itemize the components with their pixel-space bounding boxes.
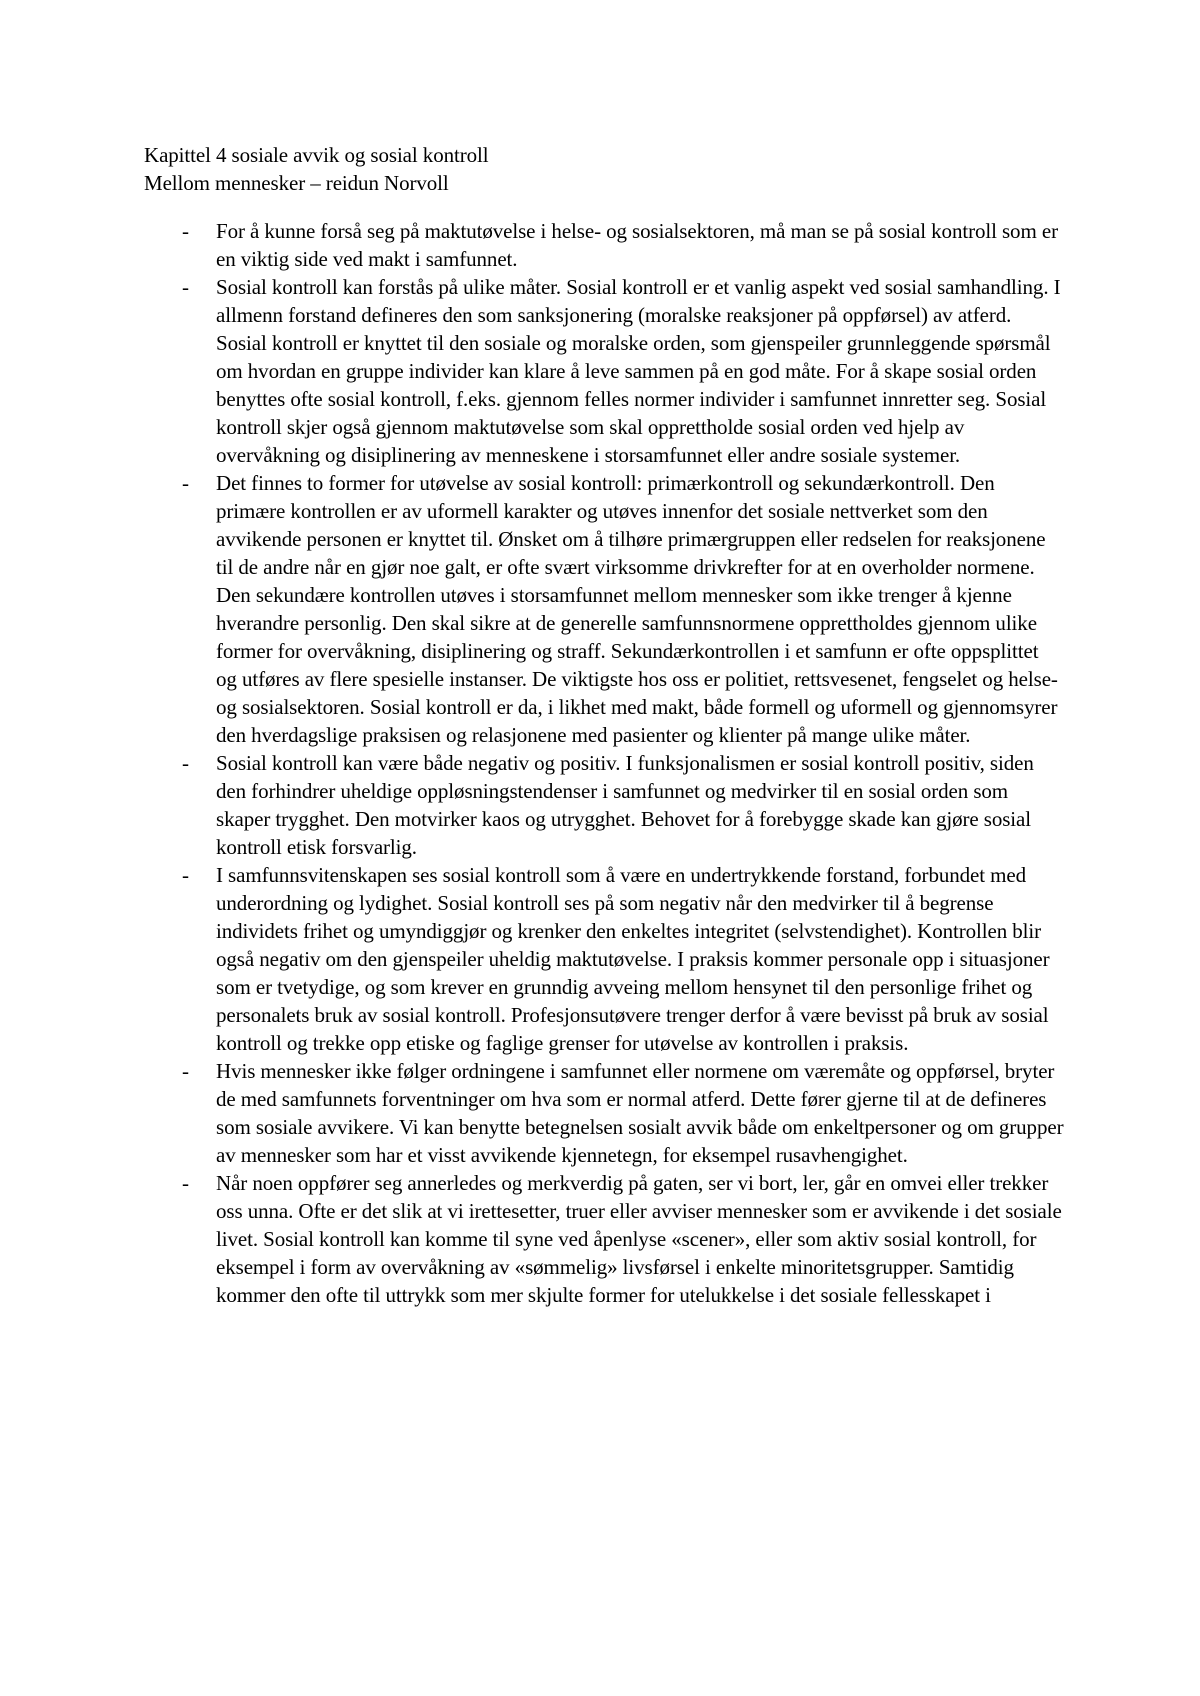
list-item-text: I samfunnsvitenskapen ses sosial kontroll som å være en undertrykkende forstand, forbundet med underordning og lydighet. Sosial kontroll ses på som negativ når den medvirker til å begrense individets frihet og umyndiggjør og krenker den enkeltes integritet (selvstendighet). Kontrollen blir også negativ om den gjenspeiler uheldig maktutøvelse. I praksis kommer personale opp i situasjoner som er tvetydige, og som krever en grunndig avveing mellom hensynet til den personlige frihet og personalets bruk av sosial kontroll. Profesjonsutøvere trenger derfor å være bevisst på bruk av sosial kontroll og trekke opp etiske og faglige grenser for utøvelse av kontrollen i praksis. <box>216 863 1050 1055</box>
list-item <box>144 861 1064 1057</box>
document-body <box>144 141 1064 1309</box>
list-item-text: Hvis mennesker ikke følger ordningene i samfunnet eller normene om væremåte og oppførsel, bryter de med samfunnets forventninger om hva som er normal atferd. Dette fører gjerne til at de defineres som sosiale avvikere. Vi kan benytte betegnelsen sosialt avvik både om enkeltpersoner og om grupper av mennesker som har et visst avvikende kjennetegn, for eksempel rusavhengighet. <box>216 1059 1064 1167</box>
document-title: Kapittel 4 sosiale avvik og sosial kontroll <box>144 143 489 167</box>
bullet-marker: - <box>182 275 189 299</box>
list-item <box>144 1169 1064 1309</box>
bullet-marker: - <box>182 751 189 775</box>
bullet-marker: - <box>182 1059 189 1083</box>
list-item-text: Sosial kontroll kan forstås på ulike måter. Sosial kontroll er et vanlig aspekt ved sosial samhandling. I allmenn forstand defineres den som sanksjonering (moralske reaksjoner på oppførsel) av atferd. Sosial kontroll er knyttet til den sosiale og moralske orden, som gjenspeiler grunnleggende spørsmål om hvordan en gruppe individer kan klare å leve sammen på en god måte. For å skape sosial orden benyttes ofte sosial kontroll, f.eks. gjennom felles normer individer i samfunnet innretter seg. Sosial kontroll skjer også gjennom maktutøvelse som skal opprettholde sosial orden ved hjelp av overvåkning og disiplinering av menneskene i storsamfunnet eller andre sosiale systemer. <box>216 275 1061 467</box>
list-item <box>144 749 1064 861</box>
list-item-text: Det finnes to former for utøvelse av sosial kontroll: primærkontroll og sekundærkontroll. Den primære kontrollen er av uformell karakter og utøves innenfor det sosiale nettverket som den avvikende personen er knyttet til. Ønsket om å tilhøre primærgruppen eller redselen for reaksjonene til de andre når en gjør noe galt, er ofte svært virksomme drivkrefter for at en overholder normene. Den sekundære kontrollen utøves i storsamfunnet mellom mennesker som ikke trenger å kjenne hverandre personlig. Den skal sikre at de generelle samfunnsnormene opprettholdes gjennom ulike former for overvåkning, disiplinering og straff. Sekundærkontrollen i et samfunn er ofte oppsplittet og utføres av flere spesielle instanser. De viktigste hos oss er politiet, rettsvesenet, fengselet og helse- og sosialsektoren. Sosial kontroll er da, i likhet med makt, både formell og uformell og gjennomsyrer den hverdagslige praksisen og relasjonene med pasienter og klienter på mange ulike måter. <box>216 471 1058 747</box>
bullet-marker: - <box>182 1171 189 1195</box>
bullet-marker: - <box>182 863 189 887</box>
list-item <box>144 273 1064 469</box>
list-item <box>144 469 1064 749</box>
list-item <box>144 217 1064 273</box>
list-item <box>144 1057 1064 1169</box>
bullet-marker: - <box>182 471 189 495</box>
bullet-marker: - <box>182 219 189 243</box>
list-item-text: For å kunne forså seg på maktutøvelse i helse- og sosialsektoren, må man se på sosial kontroll som er en viktig side ved makt i samfunnet. <box>216 219 1058 271</box>
list-item-text: Sosial kontroll kan være både negativ og positiv. I funksjonalismen er sosial kontroll positiv, siden den forhindrer uheldige oppløsningstendenser i samfunnet og medvirker til en sosial orden som skaper trygghet. Den motvirker kaos og utrygghet. Behovet for å forebygge skade kan gjøre sosial kontroll etisk forsvarlig. <box>216 751 1034 859</box>
bullet-list <box>144 217 1064 1309</box>
document-subtitle: Mellom mennesker – reidun Norvoll <box>144 171 449 195</box>
list-item-text: Når noen oppfører seg annerledes og merkverdig på gaten, ser vi bort, ler, går en omvei eller trekker oss unna. Ofte er det slik at vi irettesetter, truer eller avviser mennesker som er avvikende i det sosiale livet. Sosial kontroll kan komme til syne ved åpenlyse «scener», eller som aktiv sosial kontroll, for eksempel i form av overvåkning av «sømmelig» livsførsel i enkelte minoritetsgrupper. Samtidig kommer den ofte til uttrykk som mer skjulte former for utelukkelse i det sosiale fellesskapet i <box>216 1171 1062 1307</box>
